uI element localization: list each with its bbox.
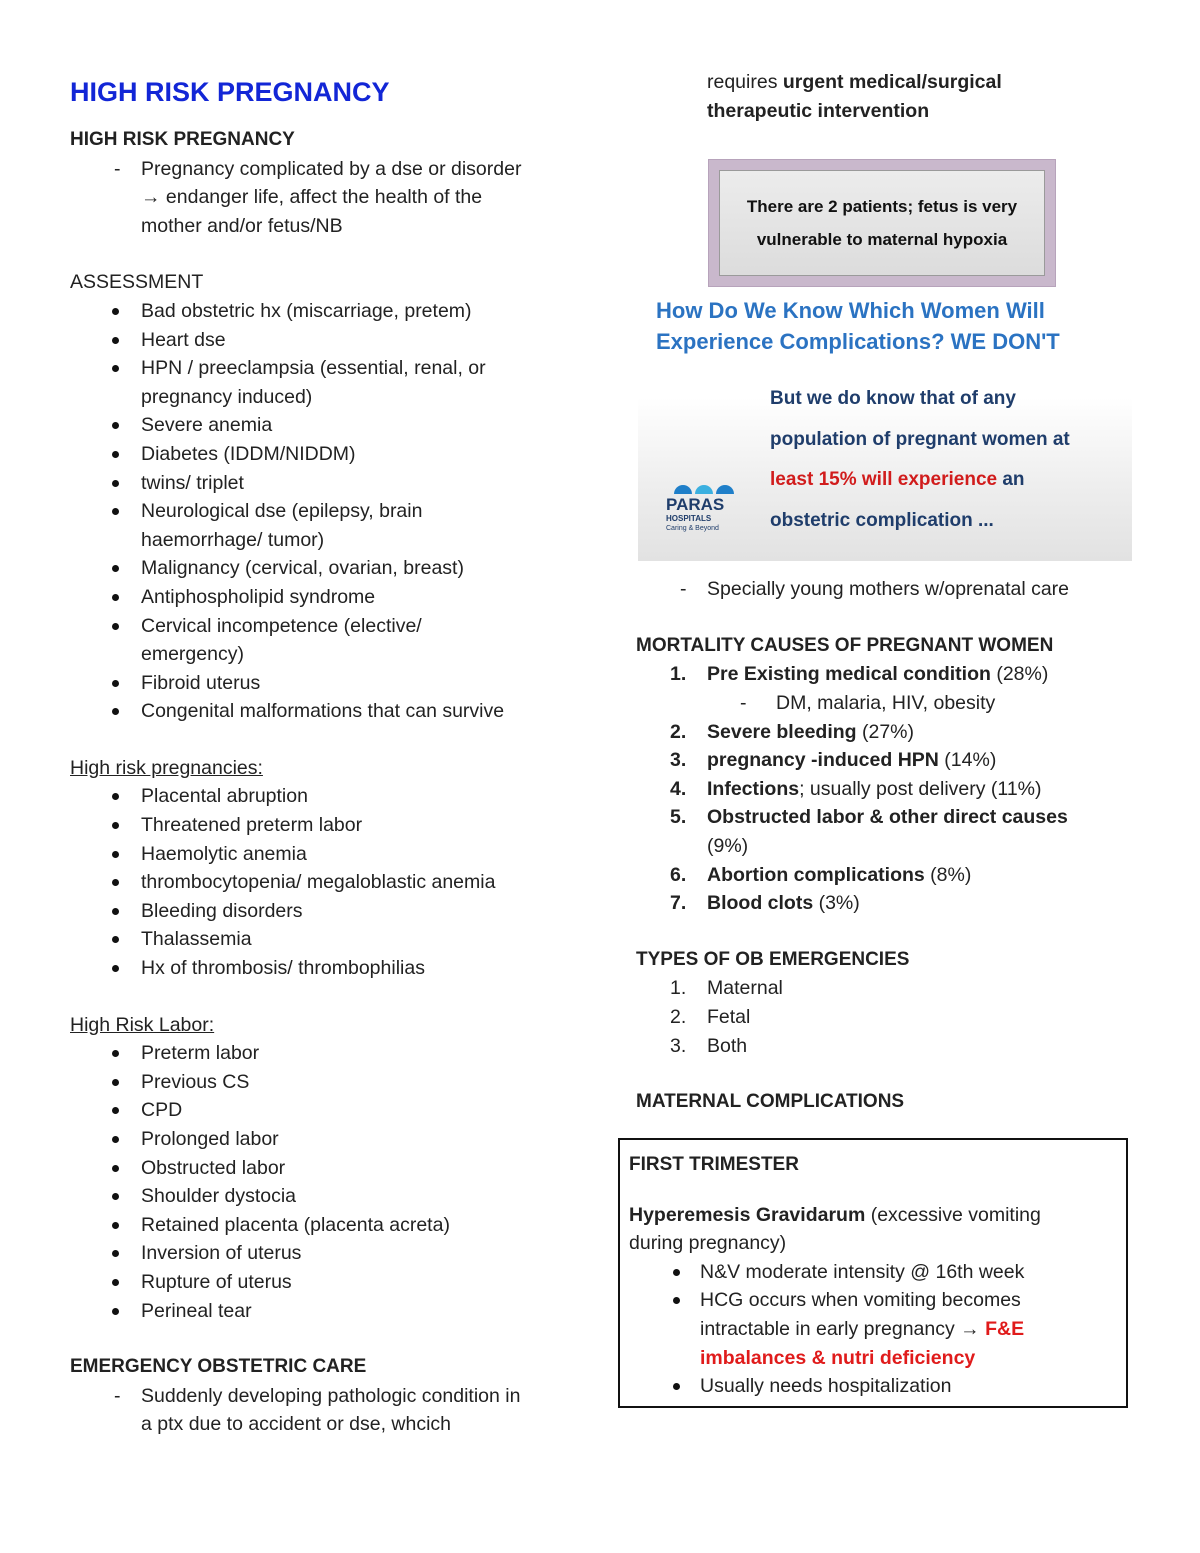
right-column <box>636 68 1132 1117</box>
list-item: Haemolytic anemia <box>70 840 580 869</box>
hg-line-2: during pregnancy) <box>629 1232 787 1255</box>
list-item: twins/ triplet <box>70 469 580 498</box>
left-column <box>70 68 580 1439</box>
list-item: Shoulder dystocia <box>70 1182 580 1211</box>
list-item: Heart dse <box>70 326 580 355</box>
list-item: Neurological dse (epilepsy, brain <box>70 497 580 526</box>
list-item-cont: emergency) <box>141 643 244 666</box>
definition-line: - Suddenly developing pathologic condition in <box>70 1382 580 1411</box>
list-item: Antiphospholipid syndrome <box>70 583 580 612</box>
list-item: 7. Blood clots (3%) <box>670 892 860 915</box>
list-item: Severe anemia <box>70 411 580 440</box>
list-item: Previous CS <box>70 1068 580 1097</box>
list-item: CPD <box>70 1096 580 1125</box>
list-item: Hx of thrombosis/ thrombophilias <box>70 954 580 983</box>
list-item: Retained placenta (placenta acreta) <box>70 1211 580 1240</box>
section-heading-high-risk-pregnancies: High risk pregnancies: <box>70 756 263 779</box>
list-item: 6. Abortion complications (8%) <box>670 863 972 886</box>
list-item: Congenital malformations that can survive <box>70 697 580 726</box>
list-item-cont: intractable in early pregnancy → F&E <box>700 1317 1025 1340</box>
callout-line: There are 2 patients; fetus is very <box>746 197 1018 217</box>
list-item: Inversion of uterus <box>70 1239 580 1268</box>
list-item: Thalassemia <box>70 925 580 954</box>
section-heading-ob-types: TYPES OF OB EMERGENCIES <box>636 948 910 970</box>
high-risk-pregnancies-list <box>70 782 580 982</box>
list-item: Obstructed labor <box>70 1154 580 1183</box>
list-item: 1. Maternal <box>670 977 783 1000</box>
continuation-plain: requires <box>707 71 783 93</box>
list-item: Perineal tear <box>70 1297 580 1326</box>
list-item-cont: haemorrhage/ tumor) <box>141 528 325 551</box>
sub-list-item: - DM, malaria, HIV, obesity <box>636 689 1132 718</box>
list-item: Malignancy (cervical, ovarian, breast) <box>70 554 580 583</box>
list-item: 3. Both <box>670 1034 748 1057</box>
list-item: 5. Obstructed labor & other direct causes <box>670 806 1068 829</box>
list-item: HPN / preeclampsia (essential, renal, or <box>70 354 580 383</box>
list-item-cont: (9%) <box>707 834 749 857</box>
first-trimester-box <box>618 1138 1128 1408</box>
list-item: Rupture of uterus <box>70 1268 580 1297</box>
slide-image <box>638 289 1132 561</box>
list-item: Bleeding disorders <box>70 897 580 926</box>
definition-line: a ptx due to accident or dse, whcich <box>141 1413 452 1436</box>
list-item: Fibroid uterus <box>70 669 580 698</box>
section-heading-maternal: MATERNAL COMPLICATIONS <box>636 1091 905 1113</box>
list-item: 3. pregnancy -induced HPN (14%) <box>670 749 997 772</box>
section-heading-assessment: ASSESSMENT <box>70 271 204 294</box>
hg-bullets <box>629 1258 1117 1401</box>
callout-line: vulnerable to maternal hypoxia <box>756 230 1008 250</box>
young-mothers-note: - Specially young mothers w/oprenatal care <box>636 575 1132 604</box>
list-item: Preterm labor <box>70 1039 580 1068</box>
section-heading-emergency: EMERGENCY OBSTETRIC CARE <box>70 1356 367 1378</box>
list-item: N&V moderate intensity @ 16th week <box>629 1258 1117 1287</box>
box-heading: FIRST TRIMESTER <box>629 1154 799 1175</box>
section-heading-high-risk: HIGH RISK PREGNANCY <box>70 129 295 150</box>
mortality-list <box>636 660 1132 917</box>
list-item: Threatened preterm labor <box>70 811 580 840</box>
continuation-bold: therapeutic intervention <box>707 99 930 122</box>
definition-line: → endanger life, affect the health of the <box>141 186 483 209</box>
list-item-cont: pregnancy induced) <box>141 385 313 408</box>
document-title: HIGH RISK PREGNANCY <box>70 77 390 107</box>
section-heading-high-risk-labor: High Risk Labor: <box>70 1013 215 1036</box>
high-risk-labor-list <box>70 1039 580 1325</box>
section-heading-mortality: MORTALITY CAUSES OF PREGNANT WOMEN <box>636 634 1054 656</box>
emergency-definition <box>70 1382 580 1439</box>
list-item: 1. Pre Existing medical condition (28%) <box>670 663 1049 686</box>
list-item: Bad obstetric hx (miscarriage, pretem) <box>70 297 580 326</box>
list-item: HCG occurs when vomiting becomes <box>629 1286 1117 1315</box>
list-item: Usually needs hospitalization <box>629 1372 1117 1401</box>
paras-hospitals-logo: PARAS HOSPITALS Caring & Beyond <box>666 485 746 549</box>
list-item: Cervical incompetence (elective/ <box>70 612 580 641</box>
continuation-line-1 <box>636 68 1132 97</box>
list-item: Diabetes (IDDM/NIDDM) <box>70 440 580 469</box>
assessment-list <box>70 297 580 726</box>
list-item: Placental abruption <box>70 782 580 811</box>
continuation-bold: urgent medical/surgical <box>782 71 1002 93</box>
list-item: 2. Severe bleeding (27%) <box>670 720 915 743</box>
embedded-figure <box>636 139 1132 569</box>
hg-line: Hyperemesis Gravidarum (excessive vomiting <box>629 1203 1041 1226</box>
definition-line: mother and/or fetus/NB <box>141 214 343 237</box>
list-item: Prolonged labor <box>70 1125 580 1154</box>
slide-answer: But we do know that of any population of pregnant women at least 15% will experience an obstetric complication ... <box>770 388 1070 531</box>
slide-question: How Do We Know Which Women Will Experience Complications? WE DON'T <box>656 298 1060 355</box>
list-item: thrombocytopenia/ megaloblastic anemia <box>70 868 580 897</box>
list-item: 2. Fetal <box>670 1005 751 1028</box>
continuation-line-2 <box>636 97 1132 126</box>
list-item: 4. Infections; usually post delivery (11%) <box>670 777 1042 800</box>
list-item-cont: imbalances & nutri deficiency <box>700 1346 976 1369</box>
definition-line: - Pregnancy complicated by a dse or disorder <box>70 155 580 184</box>
definition-list <box>70 155 580 241</box>
callout-box <box>708 159 1056 287</box>
logo-waves-icon <box>674 485 746 494</box>
ob-types-list <box>636 974 1132 1060</box>
